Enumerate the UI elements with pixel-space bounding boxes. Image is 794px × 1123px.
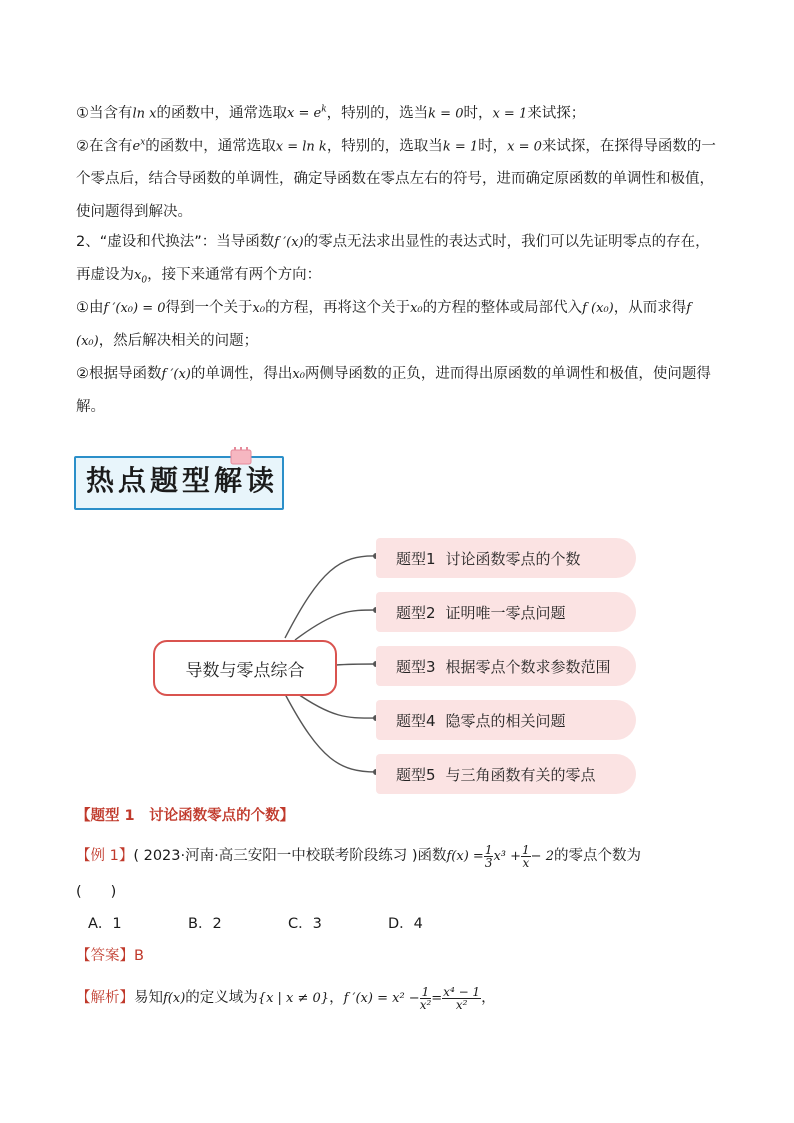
analysis-line	[76, 982, 724, 1015]
math-expr: x = ln k	[275, 139, 327, 155]
math-expr: f ′(x)	[274, 235, 304, 250]
branch-label: 与三角函数有关的零点	[445, 765, 596, 784]
branch-number: 题型1	[396, 549, 436, 568]
answer-line	[76, 940, 724, 973]
math-expr: x = 0	[507, 139, 542, 155]
denominator: 3	[484, 855, 493, 870]
numerator: x⁴ − 1	[443, 984, 481, 999]
branch-label: 证明唯一零点问题	[445, 603, 566, 622]
math-sup: x	[140, 138, 146, 148]
math-base: x	[134, 268, 142, 283]
analysis-tag: 【解析】	[76, 990, 134, 1006]
text: ，然后解决相关的问题；	[98, 333, 259, 349]
math-base: x = e	[287, 106, 322, 122]
text: 的单调性，得出	[190, 366, 293, 382]
mind-map	[150, 530, 640, 800]
math-expr: x = 1	[492, 106, 528, 122]
text: 时，	[478, 138, 508, 155]
paragraph-1	[76, 94, 724, 130]
branch-number: 题型3	[396, 657, 436, 676]
option-b: B．2	[188, 916, 222, 932]
text: 来试探，在探得导函数的一个零点后，结合导函数的单调性，确定导函数在零点左右的符号，进而确定原函数的单调性和极值，使问题得到解决。	[76, 138, 716, 221]
section-heading: 【题型 1 讨论函数零点的个数】	[76, 808, 295, 824]
banner-title: 热点题型解读	[86, 464, 279, 497]
option-c: C．3	[288, 916, 322, 932]
math-expr: k = 0	[428, 106, 464, 122]
paragraph-2	[76, 127, 724, 229]
math-sup: k	[321, 105, 327, 115]
answer-tag: 【答案】	[76, 948, 134, 964]
fraction	[484, 844, 494, 869]
math-base: e	[132, 139, 141, 155]
math-expr: {x | x ≠ 0}	[257, 991, 330, 1006]
branch-number: 题型2	[396, 603, 436, 622]
text: ②在含有	[76, 138, 133, 155]
denominator: x²	[455, 997, 468, 1012]
math-sub: 0	[141, 275, 148, 286]
text: 得到一个关于	[165, 300, 253, 316]
text: ，从而求得	[613, 300, 687, 316]
mind-map-branch	[376, 646, 636, 686]
math-expr	[134, 268, 148, 286]
math-expr: k = 1	[442, 139, 479, 155]
math-expr: f(x)	[163, 991, 186, 1006]
numerator: 1	[484, 842, 493, 857]
text: 的方程，再将这个关于	[265, 300, 411, 316]
text: 的定义域为	[185, 990, 258, 1006]
example-tag: 【例 1】	[76, 848, 134, 864]
math-expr: x³ +	[493, 849, 522, 864]
paragraph-4	[76, 292, 724, 358]
mind-map-branch	[376, 700, 636, 740]
math-expr: f (x₀)	[76, 301, 692, 349]
numerator: 1	[421, 984, 430, 999]
paragraph-5	[76, 358, 724, 424]
text: 两侧导函数的正负，进而得出原函数的单调性和极值，使问题得解。	[76, 366, 711, 415]
math-expr: f ′(x) = x² −	[343, 991, 420, 1006]
math-expr: x₀	[252, 301, 266, 316]
text: 易知	[134, 990, 163, 1006]
text: 的零点无法求出显性的表达式时，我们可以先证明零点的存在，再虚设为	[76, 234, 710, 283]
text: 时，	[463, 105, 493, 122]
text: ，	[329, 990, 344, 1006]
paragraph-3	[76, 226, 724, 298]
math-expr: =	[431, 991, 443, 1006]
mind-map-branch	[376, 592, 636, 632]
answer-value: B	[134, 948, 144, 964]
text: ，特别的，选取当	[326, 138, 443, 155]
mind-map-branch	[376, 754, 636, 794]
math-expr: x₀	[292, 367, 305, 382]
fraction	[521, 844, 531, 869]
section-banner	[74, 446, 288, 508]
math-expr: ln x	[132, 106, 157, 122]
text: ，接下来通常有两个方向：	[147, 267, 322, 283]
branch-number: 题型4	[396, 711, 436, 730]
denominator: x²	[419, 997, 432, 1012]
math-expr: f ′(x)	[161, 367, 191, 382]
branch-label: 隐零点的相关问题	[445, 711, 566, 730]
text: 的零点个数为	[553, 848, 641, 864]
answer-options	[88, 912, 488, 933]
math-expr	[287, 106, 327, 121]
math-expr: f (x₀)	[582, 301, 614, 316]
text: 的函数中，通常选取	[145, 138, 276, 155]
text: ，	[481, 990, 496, 1006]
example-stem	[76, 840, 724, 873]
math-expr: f ′(x₀) = 0	[103, 301, 166, 316]
denominator: x	[522, 855, 530, 870]
math-expr	[133, 139, 146, 154]
mind-map-center: 导数与零点综合	[153, 640, 337, 696]
example-paren: ( )	[76, 884, 117, 900]
math-expr: − 2	[530, 849, 554, 864]
numerator: 1	[522, 842, 530, 857]
math-expr: f(x) =	[446, 849, 484, 864]
math-expr: x₀	[410, 301, 423, 316]
branch-number: 题型5	[396, 765, 436, 784]
text: ②根据导函数	[76, 366, 162, 382]
example-source: ( 2023·河南·高三安阳一中校联考阶段练习 )	[133, 848, 418, 864]
mind-map-branch	[376, 538, 636, 578]
text: 来试探；	[527, 105, 586, 122]
text: ①当含有	[76, 105, 133, 122]
text: ，特别的，选当	[326, 105, 429, 122]
fraction	[442, 986, 481, 1011]
fraction	[420, 986, 432, 1011]
option-a: A．1	[88, 916, 122, 932]
text: 的函数中，通常选取	[156, 105, 287, 122]
text: 函数	[417, 848, 447, 864]
option-d: D．4	[388, 916, 423, 932]
branch-label: 讨论函数零点的个数	[445, 549, 581, 568]
branch-label: 根据零点个数求参数范围	[445, 657, 611, 676]
text: 2、“虚设和代换法”：当导函数	[76, 234, 275, 250]
text: ①由	[76, 300, 104, 316]
text: 的方程的整体或局部代入	[422, 300, 583, 316]
